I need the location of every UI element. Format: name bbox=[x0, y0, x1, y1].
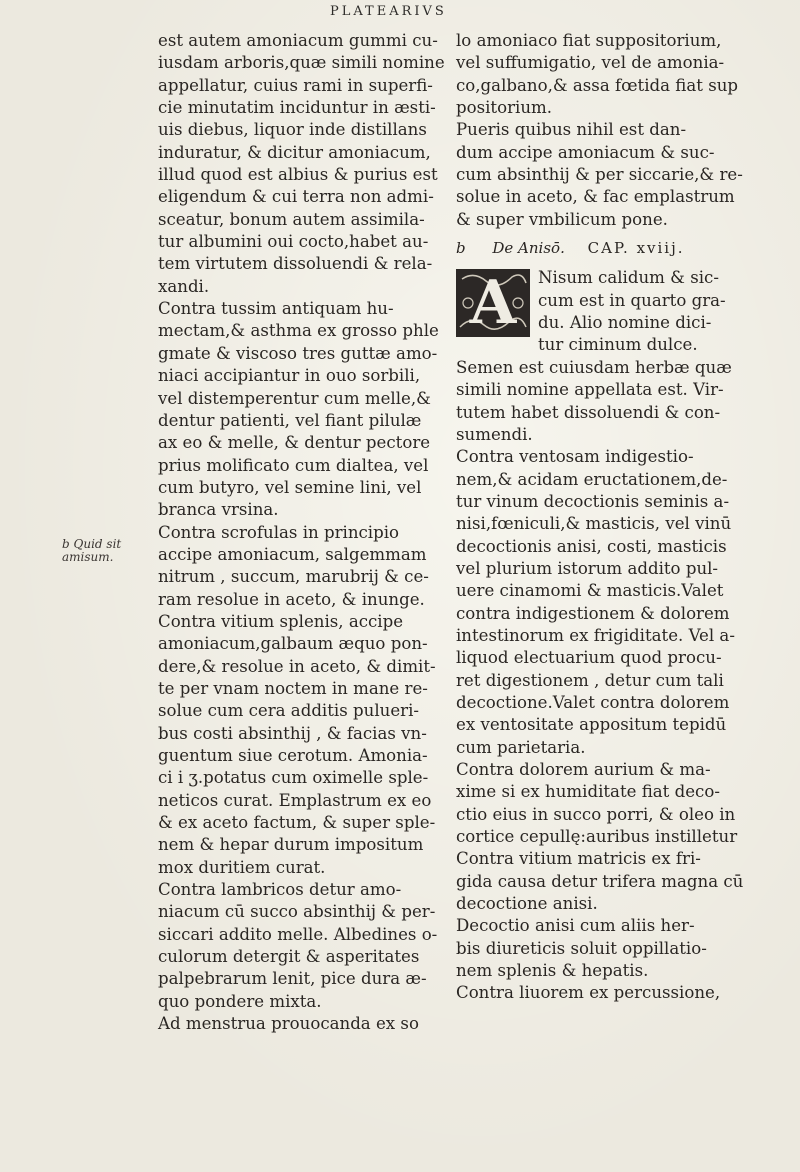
right-column-top-line: co,galbano,& assa fœtida fiat sup bbox=[456, 75, 739, 95]
right-column-top-line: positorium. bbox=[456, 98, 553, 118]
right-column-bottom-line: Contra liuorem ex percussione, bbox=[456, 983, 721, 1003]
right-column-top bbox=[456, 30, 796, 231]
left-column-line: amoniacum,galbaum æquo pon- bbox=[158, 634, 428, 654]
right-column-top-line: vel suffumigatio, vel de amonia- bbox=[456, 53, 725, 73]
left-column-line: culorum detergit & asperitates bbox=[158, 947, 420, 967]
margin-note-symbol: b bbox=[62, 537, 70, 551]
left-column-line: mox duritiem curat. bbox=[158, 857, 326, 877]
right-column-top-line: Pueris quibus nihil est dan- bbox=[456, 120, 687, 140]
left-column-line: cum butyro, vel semine lini, vel bbox=[158, 477, 422, 497]
right-column-bottom-line: sumendi. bbox=[456, 424, 533, 444]
left-column-line: te per vnam noctem in mane re- bbox=[158, 678, 428, 698]
left-column-line: illud quod est albius & purius est bbox=[158, 165, 438, 185]
left-column-line: siccari addito melle. Albedines o- bbox=[158, 924, 438, 944]
chapter-heading bbox=[456, 237, 796, 259]
initial-letter: A bbox=[469, 268, 517, 339]
left-column-line: Contra vitium splenis, accipe bbox=[158, 611, 404, 631]
decorated-initial bbox=[456, 269, 530, 337]
left-column-line: iusdam arboris,quæ simili nomine bbox=[158, 53, 445, 73]
initial-paragraph-line: cum est in quarto gra- bbox=[538, 290, 726, 310]
right-column-bottom-line: intestinorum ex frigiditate. Vel a- bbox=[456, 625, 735, 645]
right-column-bottom-line: contra indigestionem & dolorem bbox=[456, 603, 730, 623]
left-column-line: tur albumini oui cocto,habet au- bbox=[158, 232, 429, 252]
initial-paragraph bbox=[456, 267, 796, 356]
running-head: PLATEARIVS bbox=[330, 4, 447, 19]
right-column-bottom-line: vel plurium istorum addito pul- bbox=[456, 558, 719, 578]
initial-paragraph-line: tur ciminum dulce. bbox=[538, 335, 698, 355]
left-column-line: guentum siue cerotum. Amonia- bbox=[158, 746, 428, 765]
right-column-bottom-line: Contra vitium matricis ex fri- bbox=[456, 849, 701, 869]
left-column-line: palpebrarum lenit, pice dura æ- bbox=[158, 969, 427, 989]
left-column-line: niacum cū succo absinthij & per- bbox=[158, 902, 436, 922]
left-column-line: vel distemperentur cum melle,& bbox=[158, 388, 431, 408]
right-column-bottom-line: nem splenis & hepatis. bbox=[456, 961, 649, 981]
left-column bbox=[158, 30, 450, 1035]
left-column-line: Contra lambricos detur amo- bbox=[158, 880, 402, 900]
left-column-line: est autem amoniacum gummi cu- bbox=[158, 31, 438, 50]
left-column-line: nem & hepar durum impositum bbox=[158, 835, 424, 855]
left-column-line: quo pondere mixta. bbox=[158, 991, 322, 1011]
left-column-line: Ad menstrua prouocanda ex so bbox=[158, 1014, 419, 1034]
left-column-line: ax eo & melle, & dentur pectore bbox=[158, 433, 431, 453]
left-column-line: gmate & viscoso tres guttæ amo- bbox=[158, 343, 438, 363]
right-column-bottom bbox=[456, 357, 796, 1005]
left-column-line: neticos curat. Emplastrum ex eo bbox=[158, 790, 432, 810]
right-column-bottom-line: ret digestionem , detur cum tali bbox=[456, 670, 724, 690]
right-column-bottom-line: decoctione.Valet contra dolorem bbox=[456, 692, 730, 712]
chapter-label: CAP. bbox=[587, 239, 630, 258]
left-column-line: prius molificato cum dialtea, vel bbox=[158, 455, 429, 475]
left-column-line: cie minutatim inciduntur in æsti- bbox=[158, 98, 436, 118]
right-column-bottom-line: cum parietaria. bbox=[456, 737, 586, 757]
left-column-line: Contra scrofulas in principio bbox=[158, 522, 400, 542]
right-column-bottom-line: decoctionis anisi, costi, masticis bbox=[456, 536, 727, 556]
right-column-bottom-line: cortice cepullę:auribus instilletur bbox=[456, 827, 738, 847]
right-column-bottom-line: nisi,fœniculi,& masticis, vel vinū bbox=[456, 514, 732, 534]
right-column-bottom-line: decoctione anisi. bbox=[456, 894, 598, 914]
right-column-bottom-line: tur vinum decoctionis seminis a- bbox=[456, 491, 730, 511]
right-column-top-line: dum accipe amoniacum & suc- bbox=[456, 142, 715, 162]
chapter-number: xviij. bbox=[636, 239, 685, 258]
left-column-line: ci i ʒ.potatus cum oximelle sple- bbox=[158, 768, 429, 788]
right-column-bottom-line: Decoctio anisi cum aliis her- bbox=[456, 916, 695, 936]
chapter-symbol: b bbox=[456, 239, 468, 258]
left-column-line: solue cum cera additis pulueri- bbox=[158, 701, 419, 721]
left-column-line: niaci accipiantur in ouo sorbili, bbox=[158, 366, 421, 386]
left-column-line: nitrum , succum, marubrij & ce- bbox=[158, 567, 429, 587]
left-column-line: & ex aceto factum, & super sple- bbox=[158, 813, 436, 833]
right-column-top-line: cum absinthij & per siccarie,& re- bbox=[456, 165, 743, 185]
left-column-line: dentur patienti, vel fiant pilulæ bbox=[158, 410, 422, 430]
left-column-line: mectam,& asthma ex grosso phle bbox=[158, 321, 439, 341]
right-column-top-line: & super vmbilicum pone. bbox=[456, 209, 668, 229]
left-column-line: tem virtutem dissoluendi & rela- bbox=[158, 254, 433, 274]
right-column-bottom-line: nem,& acidam eructationem,de- bbox=[456, 469, 728, 489]
right-column-bottom-line: liquod electuarium quod procu- bbox=[456, 648, 722, 668]
right-column-bottom-line: bis diureticis soluit oppillatio- bbox=[456, 938, 707, 958]
right-column-bottom-line: gida causa detur trifera magna cū bbox=[456, 871, 744, 891]
right-column-bottom-line: ctio eius in succo porri, & oleo in bbox=[456, 804, 736, 824]
right-column-bottom-line: ex ventositate appositum tepidū bbox=[456, 715, 727, 735]
right-column-bottom-line: simili nomine appellata est. Vir- bbox=[456, 380, 724, 400]
left-column-line: sceatur, bonum autem assimila- bbox=[158, 209, 425, 229]
left-column-line: ram resolue in aceto, & inunge. bbox=[158, 589, 425, 609]
right-column-bottom-line: xime si ex humiditate fiat deco- bbox=[456, 782, 720, 802]
right-column bbox=[456, 30, 796, 1005]
right-column-top-line: lo amoniaco fiat suppositorium, bbox=[456, 31, 722, 50]
right-column-bottom-line: Semen est cuiusdam herbæ quæ bbox=[456, 357, 732, 377]
left-column-line: branca vrsina. bbox=[158, 500, 279, 520]
right-column-top-line: solue in aceto, & fac emplastrum bbox=[456, 187, 735, 207]
left-column-line: appellatur, cuius rami in superfi- bbox=[158, 75, 433, 95]
right-column-bottom-line: Contra dolorem aurium & ma- bbox=[456, 760, 711, 779]
left-column-line: dere,& resolue in aceto, & dimit- bbox=[158, 656, 436, 676]
right-column-bottom-line: tutem habet dissoluendi & con- bbox=[456, 402, 721, 422]
initial-paragraph-line: Nisum calidum & sic- bbox=[538, 268, 719, 288]
left-column-line: uis diebus, liquor inde distillans bbox=[158, 120, 427, 140]
initial-paragraph-line: du. Alio nomine dici- bbox=[538, 313, 712, 333]
left-column-line: accipe amoniacum, salgemmam bbox=[158, 544, 427, 564]
right-column-bottom-line: uere cinamomi & masticis.Valet bbox=[456, 581, 724, 601]
margin-note-text: Quid sit amisum. bbox=[62, 537, 122, 564]
left-column-line: bus costi absinthij , & facias vn- bbox=[158, 723, 427, 743]
chapter-title: De Anisō. bbox=[492, 239, 565, 258]
margin-note bbox=[62, 538, 148, 564]
left-column-line: induratur, & dicitur amoniacum, bbox=[158, 142, 431, 162]
left-column-line: Contra tussim antiquam hu- bbox=[158, 299, 394, 319]
left-column-line: xandi. bbox=[158, 276, 210, 296]
right-column-bottom-line: Contra ventosam indigestio- bbox=[456, 447, 694, 467]
left-column-line: eligendum & cui terra non admi- bbox=[158, 187, 434, 207]
